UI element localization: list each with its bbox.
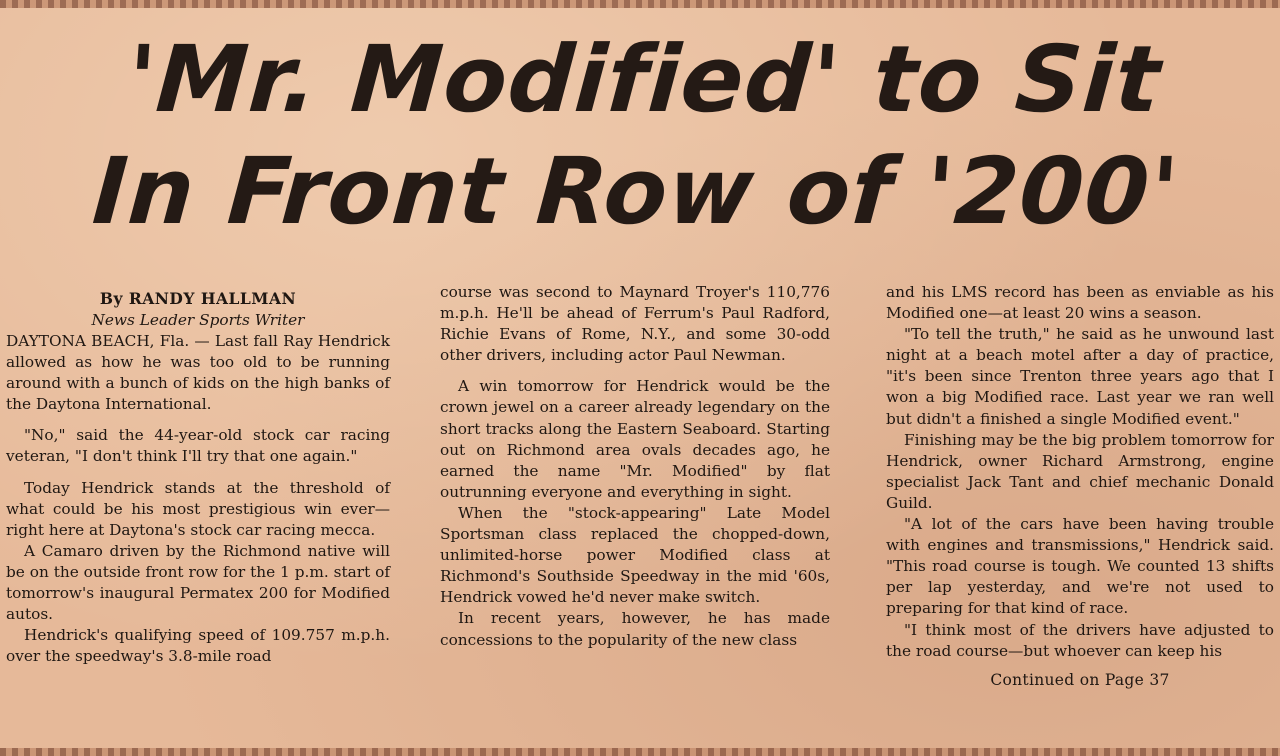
column-3 bbox=[886, 282, 1274, 691]
paragraph: "To tell the truth," he said as he unwound last night at a beach motel after a day of practice, "it's been since Trenton three years ago that I won a big Modified race. Last year we ran well but didn't a finished a single Modified event." bbox=[886, 325, 1274, 428]
paragraph: "A lot of the cars have been having trouble with engines and transmissions," Hendrick said. "This road course is tough. We counted 13 shifts per lap yesterday, and we're not used to preparing for that kind of race. bbox=[886, 515, 1274, 618]
paragraph: In recent years, however, he has made concessions to the popularity of the new class bbox=[440, 609, 830, 649]
paragraph: When the "stock-appearing" Late Model Sportsman class replaced the chopped-down, unlimited-horse power Modified class at Richmond's Southside Speedway in the mid '60s, Hendrick vowed he'd never make switch. bbox=[440, 503, 830, 607]
byline-credit: News Leader Sports Writer bbox=[91, 311, 305, 329]
paragraph: A Camaro driven by the Richmond native will be on the outside front row for the 1 p.m. start of tomorrow's inaugural Permatex 200 for Modified autos. bbox=[6, 541, 390, 624]
continued-note: Continued on Page 37 bbox=[990, 670, 1170, 689]
torn-edge-bottom bbox=[0, 748, 1280, 756]
paragraph: Finishing may be the big problem tomorrow for Hendrick, owner Richard Armstrong, engine specialist Jack Tant and chief mechanic Donald Guild. bbox=[886, 430, 1274, 512]
column-1 bbox=[6, 288, 390, 667]
headline-line-2: In Front Row of '200' bbox=[89, 138, 1183, 245]
headline-line-1: 'Mr. Modified' to Sit bbox=[123, 26, 1165, 133]
torn-edge-top bbox=[0, 0, 1280, 8]
paragraph: and his LMS record has been as enviable as his Modified one—at least 20 wins a season. bbox=[886, 283, 1274, 323]
paragraph: DAYTONA BEACH, Fla. — Last fall Ray Hendrick allowed as how he was too old to be running around with a bunch of kids on the high banks of the Daytona International. bbox=[6, 332, 390, 414]
column-2 bbox=[440, 282, 830, 651]
paragraph: A win tomorrow for Hendrick would be the crown jewel on a career already legendary on the short tracks along the Eastern Seaboard. Starting out on Richmond area ovals decades ago, he earned the name "Mr. Modified" by flat outrunning everyone and everything in sight. bbox=[440, 377, 830, 501]
paragraph: "No," said the 44-year-old stock car racing veteran, "I don't think I'll try that one again." bbox=[6, 426, 390, 466]
paragraph: Hendrick's qualifying speed of 109.757 m.p.h. over the speedway's 3.8-mile road bbox=[6, 626, 390, 666]
headline bbox=[0, 24, 1280, 248]
article-body bbox=[0, 282, 1280, 748]
paragraph: Today Hendrick stands at the threshold of what could be his most prestigious win ever—right here at Daytona's stock car racing mecca. bbox=[6, 478, 390, 539]
paragraph: "I think most of the drivers have adjusted to the road course—but whoever can keep his bbox=[886, 620, 1274, 660]
byline-author: By RANDY HALLMAN bbox=[99, 289, 297, 308]
paragraph: course was second to Maynard Troyer's 110,776 m.p.h. He'll be ahead of Ferrum's Paul Radford, Richie Evans of Rome, N.Y., and some 30-odd other drivers, including actor Paul Newman. bbox=[440, 283, 830, 365]
